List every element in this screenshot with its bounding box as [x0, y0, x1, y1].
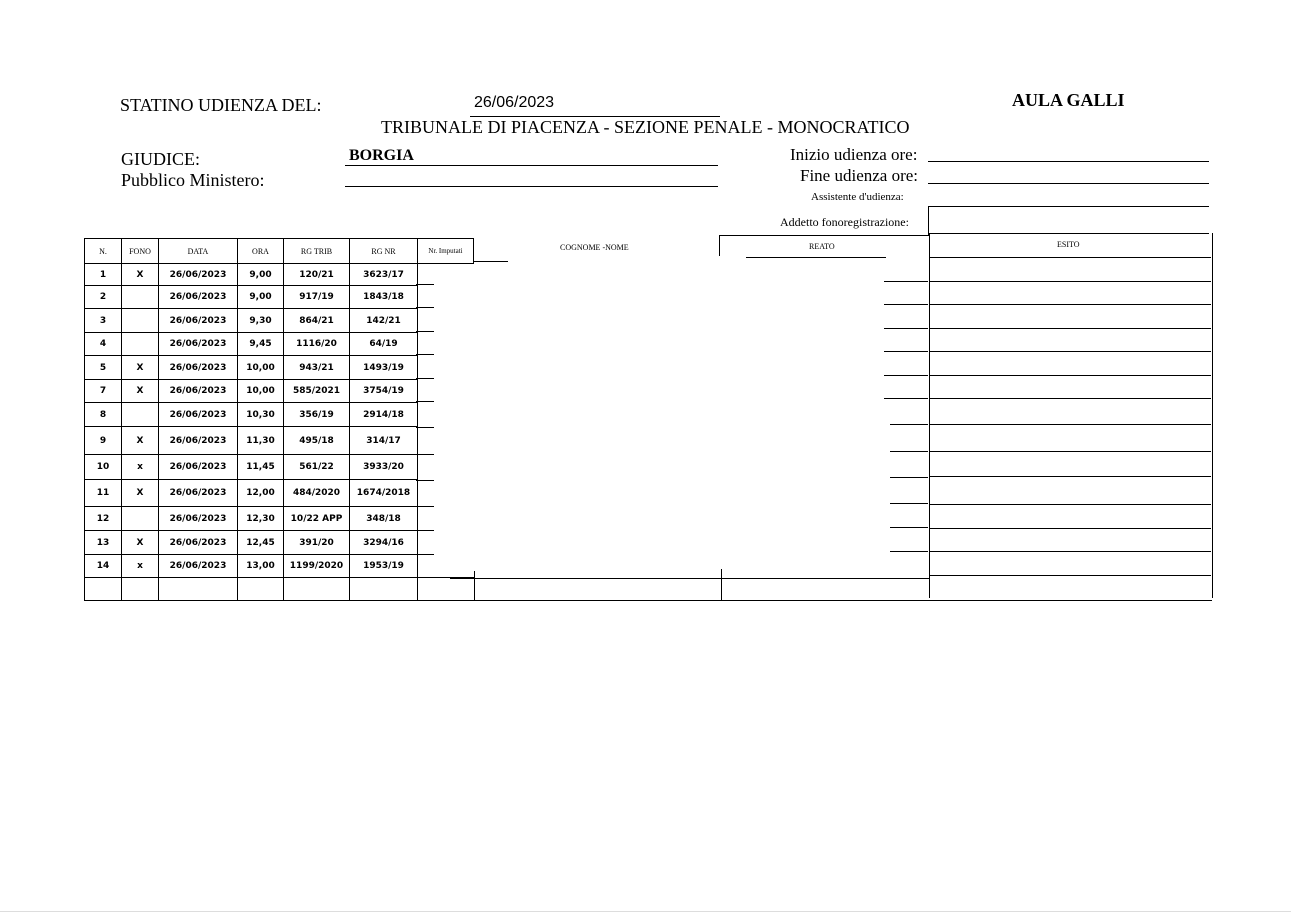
row-nr-imputati: [418, 356, 474, 380]
hearing-date: 26/06/2023: [474, 94, 555, 111]
table-row: [85, 555, 474, 578]
imputati-row-stub: [416, 284, 434, 285]
row-number: 10: [85, 455, 122, 480]
col-header-data: DATA: [159, 239, 238, 264]
table-row: [85, 286, 474, 309]
inizio-underline: [928, 161, 1209, 162]
row-nr-imputati: [418, 380, 474, 403]
row-fono: x: [122, 555, 159, 578]
row-ora: 12,00: [238, 480, 284, 507]
row-number: 8: [85, 403, 122, 427]
row-nr-imputati: [418, 555, 474, 578]
esito-column: [929, 233, 1213, 598]
row-ora: 11,30: [238, 427, 284, 455]
reato-row-stub: [884, 328, 928, 329]
row-fono: [122, 507, 159, 531]
row-date: 26/06/2023: [159, 455, 238, 480]
bottom-row-bottom: [474, 600, 1212, 601]
cognome-left-border: [474, 571, 475, 601]
empty-cell: [238, 578, 284, 601]
row-fono: X: [122, 356, 159, 380]
row-ora: 10,30: [238, 403, 284, 427]
empty-cell: [159, 578, 238, 601]
imputati-row-stub: [416, 331, 434, 332]
row-number: 9: [85, 427, 122, 455]
row-number: 13: [85, 531, 122, 555]
imputati-row-stub: [416, 401, 434, 402]
row-rg-nr: 142/21: [350, 309, 418, 333]
giudice-label: GIUDICE:: [121, 149, 200, 169]
col-header-n: N.: [85, 239, 122, 264]
table-row: [85, 356, 474, 380]
hearings-table: [84, 238, 474, 601]
row-ora: 9,30: [238, 309, 284, 333]
col-header-reato: REATO: [809, 242, 835, 251]
assistente-underline: [928, 206, 1209, 207]
row-ora: 12,30: [238, 507, 284, 531]
reato-row-stub: [884, 351, 928, 352]
row-ora: 10,00: [238, 356, 284, 380]
table-row: [85, 333, 474, 356]
giudice-value: BORGIA: [349, 147, 414, 164]
row-rg-trib: 495/18: [284, 427, 350, 455]
row-nr-imputati: [418, 507, 474, 531]
table-row: [85, 531, 474, 555]
row-ora: 9,45: [238, 333, 284, 356]
row-number: 1: [85, 264, 122, 286]
reato-divider-top: [719, 236, 720, 256]
esito-row-line: [929, 528, 1211, 529]
row-rg-trib: 1116/20: [284, 333, 350, 356]
imputati-row-stub: [416, 307, 434, 308]
esito-row-line: [929, 575, 1211, 576]
imputati-row-stub: [416, 530, 434, 531]
esito-row-line: [929, 398, 1211, 399]
row-rg-nr: 3754/19: [350, 380, 418, 403]
reato-row-stub: [890, 424, 928, 425]
row-nr-imputati: [418, 531, 474, 555]
table-row: [85, 507, 474, 531]
table-row: [85, 380, 474, 403]
row-number: 2: [85, 286, 122, 309]
row-fono: [122, 333, 159, 356]
row-date: 26/06/2023: [159, 380, 238, 403]
col-header-rg-nr: RG NR: [350, 239, 418, 264]
row-nr-imputati: [418, 333, 474, 356]
row-date: 26/06/2023: [159, 531, 238, 555]
row-nr-imputati: [418, 427, 474, 455]
imputati-row-stub: [416, 454, 434, 455]
row-fono: [122, 286, 159, 309]
reato-row-stub: [884, 398, 928, 399]
row-rg-trib: 864/21: [284, 309, 350, 333]
row-nr-imputati: [418, 286, 474, 309]
row-number: 5: [85, 356, 122, 380]
row-number: 3: [85, 309, 122, 333]
row-date: 26/06/2023: [159, 264, 238, 286]
row-ora: 9,00: [238, 264, 284, 286]
table-row: [85, 455, 474, 480]
esito-row-line: [929, 504, 1211, 505]
inizio-label: Inizio udienza ore:: [790, 145, 918, 164]
col-header-esito: ESITO: [1057, 240, 1080, 249]
row-nr-imputati: [418, 264, 474, 286]
row-rg-nr: 1843/18: [350, 286, 418, 309]
reato-header-bottom: [746, 257, 886, 258]
row-number: 7: [85, 380, 122, 403]
row-rg-nr: 3933/20: [350, 455, 418, 480]
empty-cell: [350, 578, 418, 601]
reato-row-stub: [890, 551, 928, 552]
fine-label: Fine udienza ore:: [800, 166, 919, 185]
col-header-rg-trib: RG TRIB: [284, 239, 350, 264]
row-number: 11: [85, 480, 122, 507]
row-rg-nr: 3623/17: [350, 264, 418, 286]
row-fono: X: [122, 264, 159, 286]
reato-header-top: [719, 235, 929, 236]
table-row: [85, 309, 474, 333]
imputati-row-stub: [416, 378, 434, 379]
row-fono: X: [122, 531, 159, 555]
esito-row-line: [929, 351, 1211, 352]
imputati-row-stub: [416, 506, 434, 507]
row-rg-nr: 1674/2018: [350, 480, 418, 507]
row-rg-trib: 120/21: [284, 264, 350, 286]
reato-left-border: [721, 569, 722, 601]
row-ora: 13,00: [238, 555, 284, 578]
giudice-underline: [345, 165, 718, 166]
empty-cell: [418, 578, 474, 601]
imputati-row-stub: [416, 480, 434, 481]
row-fono: X: [122, 427, 159, 455]
table-row: [85, 403, 474, 427]
reato-row-stub: [884, 375, 928, 376]
bottom-row-top: [450, 578, 930, 579]
row-rg-nr: 3294/16: [350, 531, 418, 555]
reato-row-stub: [890, 451, 928, 452]
reato-row-stub: [890, 503, 928, 504]
assistente-label: Assistente d'udienza:: [811, 191, 904, 203]
esito-row-line: [929, 257, 1211, 258]
imputati-row-stub: [416, 427, 434, 428]
row-ora: 10,00: [238, 380, 284, 403]
col-header-nr-imputati: Nr. Imputati: [418, 239, 474, 264]
reato-row-stub: [884, 304, 928, 305]
row-rg-nr: 314/17: [350, 427, 418, 455]
row-rg-trib: 391/20: [284, 531, 350, 555]
addetto-label: Addetto fonoregistrazione:: [780, 215, 909, 229]
page-edge: [0, 911, 1291, 912]
empty-cell: [122, 578, 159, 601]
row-rg-nr: 1953/19: [350, 555, 418, 578]
cognome-header-mark: [474, 261, 508, 262]
row-fono: x: [122, 455, 159, 480]
esito-row-line: [929, 476, 1211, 477]
row-number: 14: [85, 555, 122, 578]
table-row: [85, 427, 474, 455]
addetto-box-left: [928, 207, 929, 235]
row-fono: X: [122, 380, 159, 403]
row-date: 26/06/2023: [159, 286, 238, 309]
row-rg-trib: 585/2021: [284, 380, 350, 403]
col-header-ora: ORA: [238, 239, 284, 264]
row-date: 26/06/2023: [159, 480, 238, 507]
esito-row-line: [929, 281, 1211, 282]
row-rg-trib: 943/21: [284, 356, 350, 380]
table-header-row: [85, 239, 474, 264]
row-date: 26/06/2023: [159, 507, 238, 531]
table-row-empty: [85, 578, 474, 601]
row-date: 26/06/2023: [159, 403, 238, 427]
table-row: [85, 480, 474, 507]
row-rg-nr: 348/18: [350, 507, 418, 531]
esito-row-line: [929, 328, 1211, 329]
row-fono: [122, 309, 159, 333]
row-number: 4: [85, 333, 122, 356]
row-ora: 9,00: [238, 286, 284, 309]
reato-row-stub: [884, 281, 928, 282]
fine-underline: [928, 183, 1209, 184]
pm-label: Pubblico Ministero:: [121, 170, 265, 190]
row-rg-nr: 64/19: [350, 333, 418, 356]
row-nr-imputati: [418, 403, 474, 427]
col-header-fono: FONO: [122, 239, 159, 264]
pm-underline: [345, 186, 718, 187]
row-rg-trib: 484/2020: [284, 480, 350, 507]
row-date: 26/06/2023: [159, 356, 238, 380]
reato-row-stub: [890, 527, 928, 528]
tribunale-title: TRIBUNALE DI PIACENZA - SEZIONE PENALE - MONOCRATICO: [381, 117, 910, 137]
esito-row-line: [929, 375, 1211, 376]
row-ora: 12,45: [238, 531, 284, 555]
col-header-cognome-nome: COGNOME -NOME: [560, 243, 629, 252]
row-rg-trib: 356/19: [284, 403, 350, 427]
row-number: 12: [85, 507, 122, 531]
row-fono: [122, 403, 159, 427]
esito-row-line: [929, 424, 1211, 425]
esito-row-line: [929, 304, 1211, 305]
row-rg-nr: 1493/19: [350, 356, 418, 380]
row-rg-trib: 917/19: [284, 286, 350, 309]
row-rg-trib: 1199/2020: [284, 555, 350, 578]
row-ora: 11,45: [238, 455, 284, 480]
row-nr-imputati: [418, 309, 474, 333]
esito-row-line: [929, 551, 1211, 552]
empty-cell: [85, 578, 122, 601]
statino-label: STATINO UDIENZA DEL:: [120, 95, 322, 115]
row-date: 26/06/2023: [159, 333, 238, 356]
row-date: 26/06/2023: [159, 555, 238, 578]
aula-label: AULA GALLI: [1012, 90, 1125, 110]
row-date: 26/06/2023: [159, 309, 238, 333]
table-row: [85, 264, 474, 286]
row-nr-imputati: [418, 455, 474, 480]
imputati-row-stub: [416, 554, 434, 555]
imputati-row-stub: [416, 354, 434, 355]
reato-row-stub: [890, 477, 928, 478]
row-rg-trib: 10/22 APP: [284, 507, 350, 531]
row-rg-trib: 561/22: [284, 455, 350, 480]
esito-row-line: [929, 451, 1211, 452]
row-fono: X: [122, 480, 159, 507]
row-rg-nr: 2914/18: [350, 403, 418, 427]
row-nr-imputati: [418, 480, 474, 507]
empty-cell: [284, 578, 350, 601]
row-date: 26/06/2023: [159, 427, 238, 455]
